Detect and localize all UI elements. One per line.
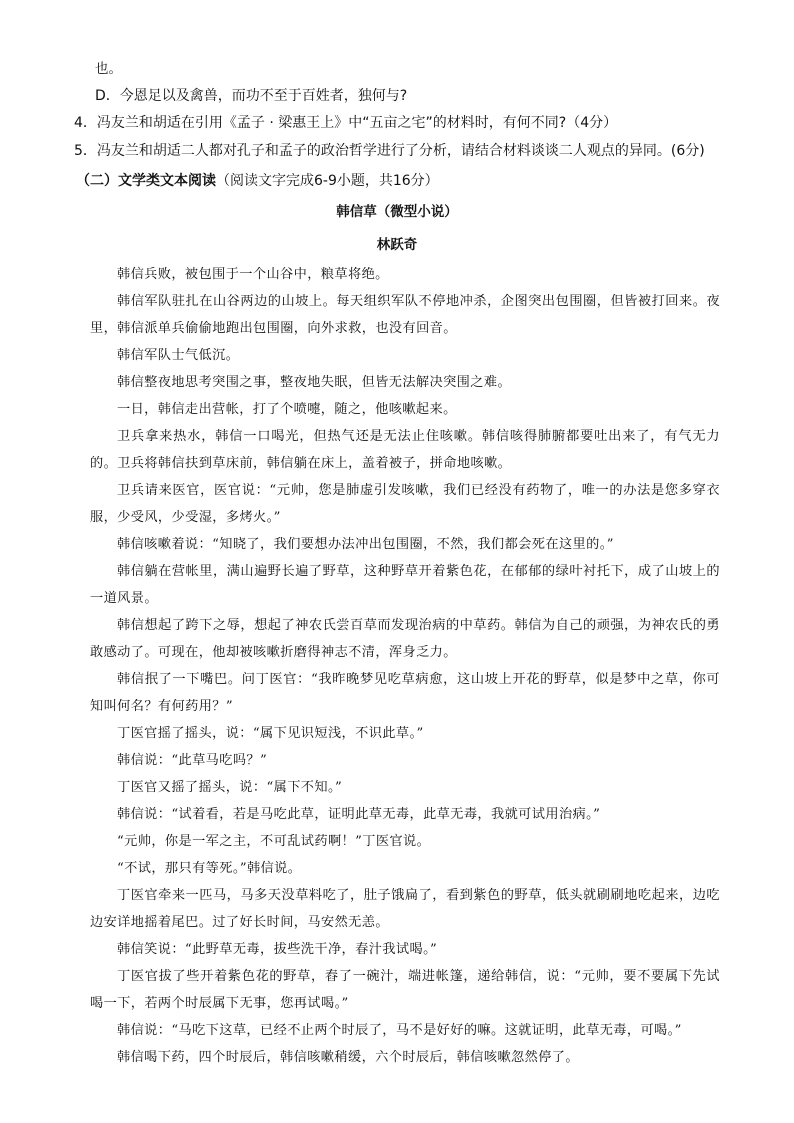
story-paragraph-9: 韩信躺在营帐里，满山遍野长遍了野草，这种野草开着紫色花，在郁郁的绿叶衬托下，成了山坡上的一道风景。 bbox=[90, 564, 720, 606]
story-paragraph-17: “不试，那只有等死。”韩信说。 bbox=[117, 861, 302, 876]
section-heading bbox=[76, 172, 439, 190]
question-text-tail: 也。 bbox=[95, 61, 122, 77]
story-paragraph-1: 韩信兵败，被包围于一个山谷中，粮草将绝。 bbox=[117, 267, 389, 282]
story-paragraph-12: 丁医官摇了摇头，说：“属下见识短浅，不识此草。” bbox=[117, 726, 424, 741]
story-paragraph-5: 一日，韩信走出营帐，打了个喷嚏，随之，他咳嗽起来。 bbox=[117, 402, 457, 417]
story-paragraph-21: 韩信说：“马吃下这草，已经不止两个时辰了，马不是好好的嘛。这就证明，此草无毒，可喝。” bbox=[117, 1023, 682, 1038]
question-4: 4．冯友兰和胡适在引用《孟子 · 梁惠王上》中“五亩之宅”的材料时，有何不同?（4分） bbox=[74, 115, 618, 131]
story-paragraph-20: 丁医官拔了些开着紫色花的野草，舂了一碗汁，端进帐篷，递给韩信，说：“元帅，要不要属下先试喝一下，若两个时辰属下无事，您再试喝。” bbox=[90, 969, 720, 1011]
story-title: 韩信草（微型小说） bbox=[336, 204, 458, 220]
story-paragraph-18: 丁医官牵来一匹马，马多天没草料吃了，肚子饿扁了，看到紫色的野草，低头就刷刷地吃起来，边吃边安详地摇着尾巴。过了好长时间，马安然无恙。 bbox=[90, 888, 720, 930]
section-note: （阅读文字完成6-9小题，共16分） bbox=[216, 173, 439, 189]
story-paragraph-6: 卫兵拿来热水，韩信一口喝光，但热气还是无法止住咳嗽。韩信咳得肺腑都要吐出来了，有气无力的。卫兵将韩信扶到草床前，韩信躺在床上，盖着被子，拼命地咳嗽。 bbox=[90, 429, 720, 471]
story-paragraph-11: 韩信抿了一下嘴巴。问丁医官：“我昨晚梦见吃草病愈，这山坡上开花的野草，似是梦中之草，你可知叫何名？有何药用？” bbox=[90, 672, 720, 714]
story-author: 林跃奇 bbox=[376, 237, 418, 253]
story-paragraph-22: 韩信喝下药，四个时辰后，韩信咳嗽稍缓，六个时辰后，韩信咳嗽忽然停了。 bbox=[117, 1050, 579, 1065]
story-paragraph-16: “元帅，你是一军之主，不可乱试药啊！”丁医官说。 bbox=[117, 834, 431, 849]
story-paragraph-8: 韩信咳嗽着说：“知晓了，我们要想办法冲出包围圈，不然，我们都会死在这里的。” bbox=[117, 537, 614, 552]
story-paragraph-2: 韩信军队驻扎在山谷两边的山坡上。每天组织军队不停地冲杀，企图突出包围圈，但皆被打回来。夜里，韩信派单兵偷偷地跑出包围圈，向外求救，也没有回音。 bbox=[90, 294, 720, 336]
story-paragraph-7: 卫兵请来医官，医官说：“元帅，您是肺虚引发咳嗽，我们已经没有药物了，唯一的办法是您多穿衣服，少受风，少受湿，多烤火。” bbox=[90, 483, 720, 525]
story-paragraph-14: 丁医官又摇了摇头，说：“属下不知。” bbox=[117, 780, 343, 795]
story-paragraph-13: 韩信说：“此草马吃吗？” bbox=[117, 753, 268, 768]
question-5: 5．冯友兰和胡适二人都对孔子和孟子的政治哲学进行了分析，请结合材料谈谈二人观点的异同。(6分) bbox=[74, 143, 705, 159]
story-paragraph-3: 韩信军队士气低沉。 bbox=[117, 348, 240, 363]
story-paragraph-10: 韩信想起了跨下之辱，想起了神农氏尝百草而发现治病的中草药。韩信为自己的顽强，为神农氏的勇敢感动了。可现在，他却被咳嗽折磨得神志不清，浑身乏力。 bbox=[90, 618, 720, 660]
section-title: （二）文学类文本阅读 bbox=[76, 173, 216, 189]
story-paragraph-4: 韩信整夜地思考突围之事，整夜地失眠，但皆无法解决突围之难。 bbox=[117, 375, 512, 390]
story-paragraph-15: 韩信说：“试着看，若是马吃此草，证明此草无毒，此草无毒，我就可试用治病。” bbox=[117, 807, 601, 822]
question-option-d: D．今恩足以及禽兽，而功不至于百姓者，独何与? bbox=[95, 88, 408, 104]
story-paragraph-19: 韩信笑说：“此野草无毒，拔些洗干净，春汁我试喝。” bbox=[117, 942, 438, 957]
